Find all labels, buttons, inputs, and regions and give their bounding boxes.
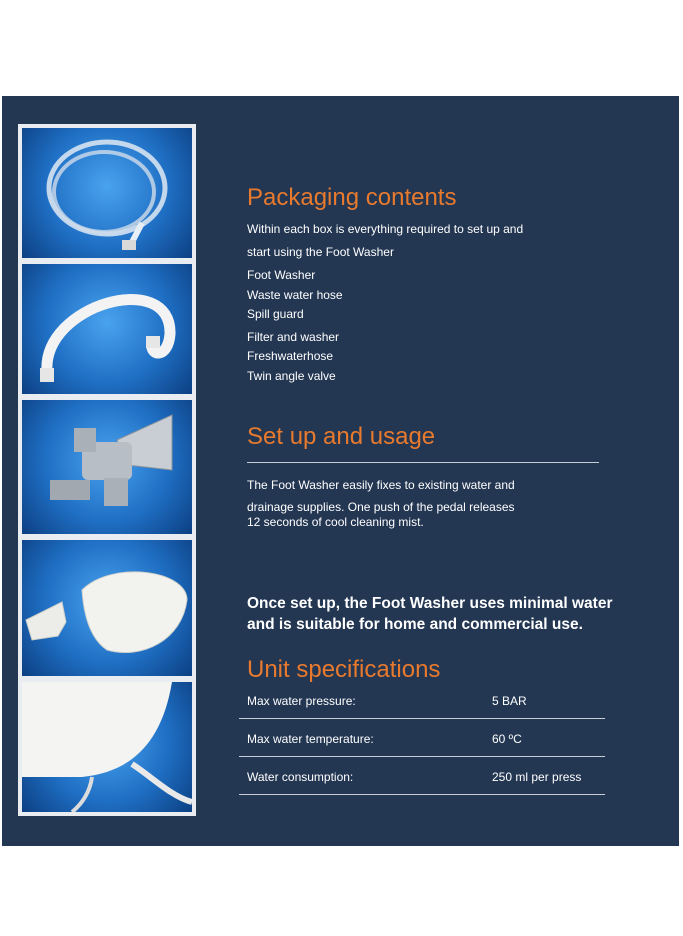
content-area: [2, 96, 679, 846]
setup-heading: Set up and usage: [247, 423, 436, 450]
spec-divider: [239, 756, 605, 757]
setup-divider: [247, 462, 599, 463]
setup-line2: drainage supplies. One push of the pedal releases: [247, 500, 515, 514]
usage-statement: [247, 593, 612, 635]
list-item: Freshwaterhose: [247, 349, 334, 363]
list-item: Foot Washer: [247, 268, 316, 282]
spec-row-pressure: [247, 694, 607, 714]
list-item: Twin angle valve: [247, 369, 336, 383]
spec-label: Water consumption:: [247, 770, 354, 784]
setup-line3: 12 seconds of cool cleaning mist.: [247, 515, 424, 529]
list-item: Waste water hose: [247, 288, 343, 302]
spec-row-temperature: [247, 732, 607, 752]
spec-divider: [239, 794, 605, 795]
packaging-intro-line1: Within each box is everything required to set up and: [247, 222, 524, 236]
packaging-intro-line2: start using the Foot Washer: [247, 245, 394, 259]
spec-row-consumption: [247, 770, 607, 790]
product-panel: [2, 96, 679, 846]
setup-line1: The Foot Washer easily fixes to existing water and: [247, 478, 515, 492]
packaging-heading: Packaging contents: [247, 184, 457, 211]
spec-value: 250 ml per press: [492, 770, 582, 784]
usage-statement-line1: Once set up, the Foot Washer uses minimal water: [247, 595, 613, 612]
list-item: Filter and washer: [247, 330, 340, 344]
spec-label: Max water pressure:: [247, 694, 356, 708]
spec-value: 5 BAR: [492, 694, 527, 708]
spec-label: Max water temperature:: [247, 732, 374, 746]
list-item: Spill guard: [247, 307, 304, 321]
spec-divider: [239, 718, 605, 719]
spec-value: 60 ºC: [492, 732, 522, 746]
usage-statement-line2: and is suitable for home and commercial use.: [247, 616, 583, 633]
specs-heading: Unit specifications: [247, 656, 441, 683]
